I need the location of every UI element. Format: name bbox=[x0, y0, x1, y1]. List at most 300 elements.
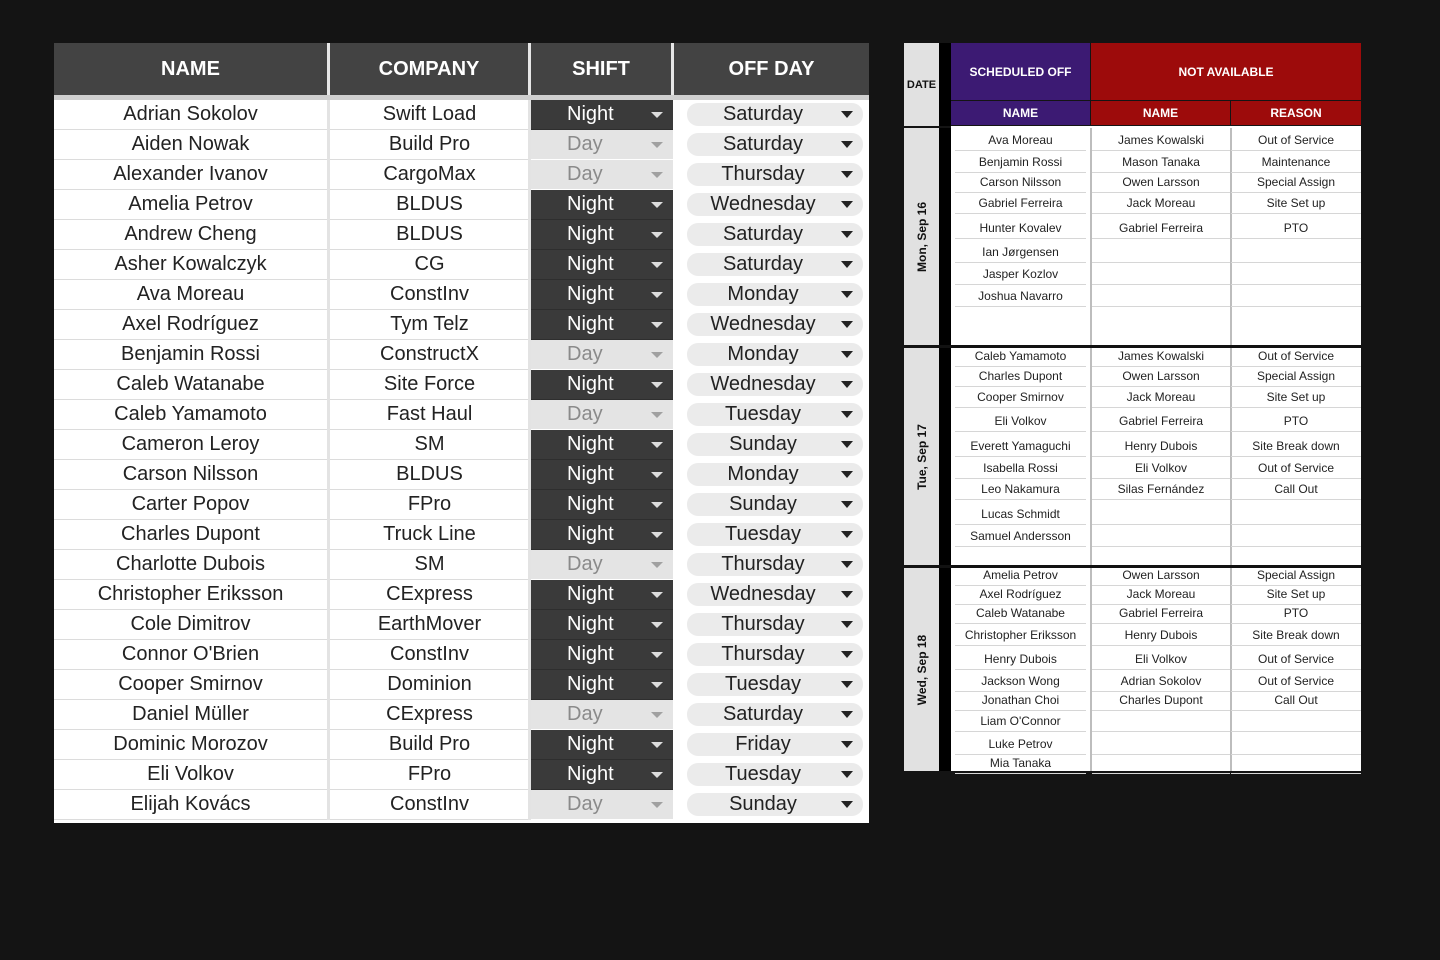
chevron-down-icon bbox=[841, 141, 853, 148]
chevron-down-icon bbox=[651, 292, 663, 298]
not-available-reason: Special Assign bbox=[1256, 369, 1336, 383]
not-available-reason: Maintenance bbox=[1261, 155, 1331, 169]
shift-dropdown[interactable] bbox=[531, 400, 673, 430]
scheduled-off-name: Luke Petrov bbox=[988, 737, 1053, 751]
off-day-value: Thursday bbox=[721, 613, 805, 635]
scheduled-off-column bbox=[951, 568, 1090, 771]
shift-value: Night bbox=[567, 223, 614, 245]
chevron-down-icon bbox=[841, 201, 853, 208]
not-available-reason: Special Assign bbox=[1256, 175, 1336, 189]
not-available-name: Jack Moreau bbox=[1126, 587, 1196, 601]
employee-name: Charles Dupont bbox=[54, 520, 327, 550]
date-header: DATE bbox=[904, 43, 939, 126]
shift-value: Night bbox=[567, 613, 614, 635]
employee-name: Daniel Müller bbox=[54, 700, 327, 730]
day-block bbox=[904, 568, 1361, 771]
not-available-reason: PTO bbox=[1283, 414, 1309, 428]
scheduled-off-name: Hunter Kovalev bbox=[979, 221, 1062, 235]
chevron-down-icon bbox=[651, 322, 663, 328]
employee-name: Caleb Yamamoto bbox=[54, 400, 327, 430]
off-day-value: Saturday bbox=[722, 133, 804, 155]
off-day-dropdown[interactable] bbox=[687, 193, 863, 216]
chevron-down-icon bbox=[841, 171, 853, 178]
not-available-name-column bbox=[1092, 128, 1230, 345]
company-name: SM bbox=[330, 430, 529, 460]
shift-dropdown[interactable] bbox=[531, 130, 673, 160]
off-day-value: Friday bbox=[735, 733, 791, 755]
off-day-dropdown[interactable] bbox=[687, 313, 863, 336]
off-day-value: Saturday bbox=[722, 253, 804, 275]
shift-dropdown[interactable] bbox=[531, 670, 673, 700]
scheduled-off-column bbox=[951, 348, 1090, 565]
chevron-down-icon bbox=[651, 562, 663, 568]
not-available-name: Silas Fernández bbox=[1117, 482, 1205, 496]
off-day-dropdown[interactable] bbox=[687, 163, 863, 186]
chevron-down-icon bbox=[841, 231, 853, 238]
off-day-value: Monday bbox=[727, 463, 799, 485]
scheduled-off-name: Christopher Eriksson bbox=[964, 628, 1077, 642]
off-day-dropdown[interactable] bbox=[687, 493, 863, 516]
not-available-name: James Kowalski bbox=[1117, 133, 1205, 147]
not-available-name: Mason Tanaka bbox=[1122, 155, 1200, 169]
chevron-down-icon bbox=[651, 532, 663, 538]
shift-dropdown[interactable] bbox=[531, 550, 673, 580]
chevron-down-icon bbox=[841, 531, 853, 538]
chevron-down-icon bbox=[651, 202, 663, 208]
not-available-reason: Site Set up bbox=[1266, 196, 1326, 210]
chevron-down-icon bbox=[841, 711, 853, 718]
off-day-value: Sunday bbox=[729, 433, 797, 455]
shift-dropdown[interactable] bbox=[531, 340, 673, 370]
header-off-day[interactable]: OFF DAY bbox=[674, 43, 869, 95]
scheduled-off-name-header: NAME bbox=[951, 101, 1090, 125]
chevron-down-icon bbox=[651, 382, 663, 388]
not-available-name-header: NAME bbox=[1091, 101, 1230, 125]
off-day-value: Sunday bbox=[729, 793, 797, 815]
table-row bbox=[54, 640, 869, 670]
company-name: Tym Telz bbox=[330, 310, 529, 340]
chevron-down-icon bbox=[651, 652, 663, 658]
chevron-down-icon bbox=[651, 142, 663, 148]
shift-value: Night bbox=[567, 523, 614, 545]
shift-dropdown[interactable] bbox=[531, 310, 673, 340]
not-available-name: Owen Larsson bbox=[1122, 175, 1200, 189]
scheduled-off-name: Axel Rodríguez bbox=[979, 587, 1062, 601]
off-day-value: Saturday bbox=[722, 223, 804, 245]
shift-dropdown[interactable] bbox=[531, 520, 673, 550]
shift-value: Day bbox=[567, 133, 603, 155]
day-date-label bbox=[904, 568, 939, 771]
off-day-dropdown[interactable] bbox=[687, 613, 863, 636]
chevron-down-icon bbox=[841, 741, 853, 748]
shift-dropdown[interactable] bbox=[531, 490, 673, 520]
chevron-down-icon bbox=[651, 262, 663, 268]
table-row bbox=[54, 760, 869, 790]
chevron-down-icon bbox=[841, 561, 853, 568]
employee-name: Aiden Nowak bbox=[54, 130, 327, 160]
off-day-value: Sunday bbox=[729, 493, 797, 515]
not-available-name: Owen Larsson bbox=[1122, 369, 1200, 383]
off-day-value: Monday bbox=[727, 343, 799, 365]
not-available-reason-header: REASON bbox=[1231, 101, 1361, 125]
off-day-dropdown[interactable] bbox=[687, 793, 863, 816]
shift-value: Night bbox=[567, 673, 614, 695]
header-shift[interactable]: SHIFT bbox=[531, 43, 671, 95]
chevron-down-icon bbox=[841, 501, 853, 508]
off-day-dropdown[interactable] bbox=[687, 643, 863, 666]
chevron-down-icon bbox=[651, 802, 663, 808]
company-name: BLDUS bbox=[330, 190, 529, 220]
off-day-dropdown[interactable] bbox=[687, 763, 863, 786]
scheduled-off-name: Leo Nakamura bbox=[981, 482, 1060, 496]
shift-value: Night bbox=[567, 733, 614, 755]
chevron-down-icon bbox=[841, 771, 853, 778]
shift-value: Night bbox=[567, 763, 614, 785]
table-row bbox=[54, 160, 869, 190]
table-row bbox=[54, 700, 869, 730]
company-name: ConstructX bbox=[330, 340, 529, 370]
off-day-dropdown[interactable] bbox=[687, 463, 863, 486]
employee-name: Caleb Watanabe bbox=[54, 370, 327, 400]
chevron-down-icon bbox=[841, 261, 853, 268]
off-day-value: Thursday bbox=[721, 643, 805, 665]
not-available-reason: Out of Service bbox=[1257, 133, 1335, 147]
not-available-reason: PTO bbox=[1283, 221, 1309, 235]
table-row bbox=[54, 610, 869, 640]
not-available-name: Henry Dubois bbox=[1124, 439, 1198, 453]
table-row bbox=[54, 670, 869, 700]
chevron-down-icon bbox=[651, 352, 663, 358]
not-available-name: Eli Volkov bbox=[1134, 652, 1188, 666]
off-day-dropdown[interactable] bbox=[687, 703, 863, 726]
off-day-dropdown[interactable] bbox=[687, 223, 863, 246]
day-date-label bbox=[904, 348, 939, 565]
chevron-down-icon bbox=[841, 801, 853, 808]
table-row bbox=[54, 100, 869, 130]
not-available-reason: Site Set up bbox=[1266, 587, 1326, 601]
off-day-dropdown[interactable] bbox=[687, 583, 863, 606]
off-day-value: Thursday bbox=[721, 553, 805, 575]
company-name: BLDUS bbox=[330, 460, 529, 490]
chevron-down-icon bbox=[651, 772, 663, 778]
employee-name: Benjamin Rossi bbox=[54, 340, 327, 370]
employee-name: Adrian Sokolov bbox=[54, 100, 327, 130]
off-day-value: Wednesday bbox=[710, 193, 816, 215]
not-available-header: NOT AVAILABLE bbox=[1091, 43, 1361, 100]
shift-value: Night bbox=[567, 493, 614, 515]
not-available-reason: Site Break down bbox=[1252, 439, 1340, 453]
shift-dropdown[interactable] bbox=[531, 730, 673, 760]
company-name: Swift Load bbox=[330, 100, 529, 130]
off-day-value: Saturday bbox=[722, 103, 804, 125]
employee-name: Connor O'Brien bbox=[54, 640, 327, 670]
chevron-down-icon bbox=[841, 591, 853, 598]
employee-name: Cole Dimitrov bbox=[54, 610, 327, 640]
chevron-down-icon bbox=[651, 412, 663, 418]
off-day-value: Monday bbox=[727, 283, 799, 305]
table-row bbox=[54, 370, 869, 400]
table-row bbox=[54, 490, 869, 520]
off-day-dropdown[interactable] bbox=[687, 103, 863, 126]
not-available-name: Gabriel Ferreira bbox=[1118, 221, 1204, 235]
date-text: Wed, Sep 18 bbox=[914, 634, 929, 705]
scheduled-off-name: Amelia Petrov bbox=[983, 568, 1058, 582]
scheduled-off-name: Caleb Watanabe bbox=[976, 606, 1065, 620]
off-day-dropdown[interactable] bbox=[687, 673, 863, 696]
table-row bbox=[54, 730, 869, 760]
company-name: ConstInv bbox=[330, 640, 529, 670]
off-day-dropdown[interactable] bbox=[687, 523, 863, 546]
company-name: Dominion bbox=[330, 670, 529, 700]
chevron-down-icon bbox=[651, 472, 663, 478]
shift-value: Night bbox=[567, 283, 614, 305]
off-day-dropdown[interactable] bbox=[687, 253, 863, 276]
chevron-down-icon bbox=[651, 172, 663, 178]
company-name: CargoMax bbox=[330, 160, 529, 190]
not-available-reason: Call Out bbox=[1274, 482, 1318, 496]
scheduled-off-header: SCHEDULED OFF bbox=[951, 43, 1090, 100]
chevron-down-icon bbox=[841, 411, 853, 418]
employee-name: Asher Kowalczyk bbox=[54, 250, 327, 280]
off-day-dropdown[interactable] bbox=[687, 133, 863, 156]
chevron-down-icon bbox=[651, 592, 663, 598]
scheduled-off-name: Mia Tanaka bbox=[989, 756, 1052, 770]
company-name: CG bbox=[330, 250, 529, 280]
shift-dropdown[interactable] bbox=[531, 190, 673, 220]
shift-dropdown[interactable] bbox=[531, 370, 673, 400]
shift-dropdown[interactable] bbox=[531, 580, 673, 610]
header-name[interactable]: NAME bbox=[54, 43, 327, 95]
off-day-dropdown[interactable] bbox=[687, 733, 863, 756]
employee-name: Elijah Kovács bbox=[54, 790, 327, 820]
shift-value: Night bbox=[567, 583, 614, 605]
scheduled-off-name: Everett Yamaguchi bbox=[970, 439, 1071, 453]
off-day-value: Tuesday bbox=[725, 673, 801, 695]
table-row bbox=[54, 130, 869, 160]
table-row bbox=[54, 790, 869, 820]
shift-dropdown[interactable] bbox=[531, 430, 673, 460]
scheduled-off-name: Jasper Kozlov bbox=[982, 267, 1059, 281]
not-available-reason: PTO bbox=[1283, 606, 1309, 620]
table-row bbox=[54, 310, 869, 340]
chevron-down-icon bbox=[651, 622, 663, 628]
day-block bbox=[904, 348, 1361, 565]
roster-table bbox=[54, 43, 869, 823]
company-name: Build Pro bbox=[330, 130, 529, 160]
shift-dropdown[interactable] bbox=[531, 790, 673, 820]
shift-value: Night bbox=[567, 643, 614, 665]
scheduled-off-name: Ava Moreau bbox=[988, 133, 1053, 147]
day-block bbox=[904, 128, 1361, 345]
table-row bbox=[54, 280, 869, 310]
chevron-down-icon bbox=[651, 742, 663, 748]
not-available-name: Gabriel Ferreira bbox=[1118, 414, 1204, 428]
off-day-value: Thursday bbox=[721, 163, 805, 185]
company-name: FPro bbox=[330, 760, 529, 790]
day-date-label bbox=[904, 128, 939, 345]
off-day-dropdown[interactable] bbox=[687, 343, 863, 366]
not-available-reason: Call Out bbox=[1274, 693, 1318, 707]
scheduled-off-name: Jackson Wong bbox=[981, 674, 1060, 688]
company-name: CExpress bbox=[330, 580, 529, 610]
not-available-reason-column bbox=[1231, 568, 1361, 771]
shift-value: Night bbox=[567, 313, 614, 335]
company-name: Site Force bbox=[330, 370, 529, 400]
employee-name: Amelia Petrov bbox=[54, 190, 327, 220]
table-row bbox=[54, 340, 869, 370]
off-day-dropdown[interactable] bbox=[687, 373, 863, 396]
employee-name: Andrew Cheng bbox=[54, 220, 327, 250]
date-text: Mon, Sep 16 bbox=[914, 201, 929, 272]
header-company[interactable]: COMPANY bbox=[330, 43, 528, 95]
shift-value: Day bbox=[567, 403, 603, 425]
not-available-reason: Out of Service bbox=[1257, 652, 1335, 666]
shift-value: Day bbox=[567, 343, 603, 365]
scheduled-off-name: Liam O'Connor bbox=[980, 714, 1061, 728]
company-name: Truck Line bbox=[330, 520, 529, 550]
table-row bbox=[54, 520, 869, 550]
table-row bbox=[54, 460, 869, 490]
chevron-down-icon bbox=[841, 291, 853, 298]
shift-value: Night bbox=[567, 463, 614, 485]
off-day-dropdown[interactable] bbox=[687, 553, 863, 576]
shift-dropdown[interactable] bbox=[531, 250, 673, 280]
not-available-name: Henry Dubois bbox=[1124, 628, 1198, 642]
chevron-down-icon bbox=[841, 441, 853, 448]
not-available-reason-column bbox=[1231, 348, 1361, 565]
not-available-name: James Kowalski bbox=[1117, 349, 1205, 363]
company-name: ConstInv bbox=[330, 280, 529, 310]
not-available-reason: Site Break down bbox=[1252, 628, 1340, 642]
off-day-dropdown[interactable] bbox=[687, 433, 863, 456]
shift-dropdown[interactable] bbox=[531, 610, 673, 640]
chevron-down-icon bbox=[651, 112, 663, 118]
company-name: Build Pro bbox=[330, 730, 529, 760]
scheduled-off-name: Cooper Smirnov bbox=[977, 390, 1064, 404]
not-available-reason: Out of Service bbox=[1257, 674, 1335, 688]
off-day-value: Tuesday bbox=[725, 523, 801, 545]
not-available-reason-column bbox=[1231, 128, 1361, 345]
scheduled-off-name: Jonathan Choi bbox=[981, 693, 1060, 707]
chevron-down-icon bbox=[841, 381, 853, 388]
table-row bbox=[54, 220, 869, 250]
schedule-table bbox=[904, 43, 1361, 771]
off-day-value: Wednesday bbox=[710, 313, 816, 335]
shift-dropdown[interactable] bbox=[531, 220, 673, 250]
shift-value: Night bbox=[567, 193, 614, 215]
chevron-down-icon bbox=[651, 232, 663, 238]
off-day-value: Wednesday bbox=[710, 373, 816, 395]
chevron-down-icon bbox=[841, 321, 853, 328]
chevron-down-icon bbox=[841, 681, 853, 688]
company-name: SM bbox=[330, 550, 529, 580]
scheduled-off-name: Samuel Andersson bbox=[970, 529, 1071, 543]
employee-name: Cooper Smirnov bbox=[54, 670, 327, 700]
chevron-down-icon bbox=[841, 471, 853, 478]
off-day-dropdown[interactable] bbox=[687, 403, 863, 426]
employee-name: Ava Moreau bbox=[54, 280, 327, 310]
off-day-dropdown[interactable] bbox=[687, 283, 863, 306]
scheduled-off-name: Henry Dubois bbox=[984, 652, 1057, 666]
employee-name: Carter Popov bbox=[54, 490, 327, 520]
shift-value: Night bbox=[567, 103, 614, 125]
not-available-name: Owen Larsson bbox=[1122, 568, 1200, 582]
scheduled-off-name: Isabella Rossi bbox=[983, 461, 1058, 475]
date-text: Tue, Sep 17 bbox=[914, 423, 929, 490]
table-row bbox=[54, 400, 869, 430]
company-name: ConstInv bbox=[330, 790, 529, 820]
not-available-name: Charles Dupont bbox=[1119, 693, 1203, 707]
chevron-down-icon bbox=[841, 621, 853, 628]
not-available-name: Gabriel Ferreira bbox=[1118, 606, 1204, 620]
shift-dropdown[interactable] bbox=[531, 640, 673, 670]
not-available-reason: Special Assign bbox=[1256, 568, 1336, 582]
chevron-down-icon bbox=[651, 682, 663, 688]
not-available-name: Jack Moreau bbox=[1126, 196, 1196, 210]
table-row bbox=[54, 550, 869, 580]
chevron-down-icon bbox=[651, 442, 663, 448]
table-row bbox=[54, 430, 869, 460]
scheduled-off-name: Benjamin Rossi bbox=[978, 155, 1063, 169]
shift-value: Day bbox=[567, 163, 603, 185]
company-name: BLDUS bbox=[330, 220, 529, 250]
not-available-name-column bbox=[1092, 568, 1230, 771]
shift-dropdown[interactable] bbox=[531, 700, 673, 730]
table-row bbox=[54, 580, 869, 610]
not-available-reason: Out of Service bbox=[1257, 349, 1335, 363]
company-name: EarthMover bbox=[330, 610, 529, 640]
shift-value: Night bbox=[567, 373, 614, 395]
employee-name: Eli Volkov bbox=[54, 760, 327, 790]
company-name: FPro bbox=[330, 490, 529, 520]
not-available-name-column bbox=[1092, 348, 1230, 565]
scheduled-off-name: Ian Jørgensen bbox=[982, 245, 1059, 259]
scheduled-off-name: Charles Dupont bbox=[978, 369, 1063, 383]
shift-value: Day bbox=[567, 793, 603, 815]
not-available-name: Adrian Sokolov bbox=[1120, 674, 1202, 688]
employee-name: Charlotte Dubois bbox=[54, 550, 327, 580]
shift-value: Night bbox=[567, 433, 614, 455]
scheduled-off-name: Joshua Navarro bbox=[978, 289, 1063, 303]
not-available-name: Jack Moreau bbox=[1126, 390, 1196, 404]
employee-name: Axel Rodríguez bbox=[54, 310, 327, 340]
scheduled-off-column bbox=[951, 128, 1090, 345]
shift-value: Day bbox=[567, 703, 603, 725]
shift-value: Night bbox=[567, 253, 614, 275]
shift-dropdown[interactable] bbox=[531, 760, 673, 790]
not-available-reason: Site Set up bbox=[1266, 390, 1326, 404]
shift-dropdown[interactable] bbox=[531, 160, 673, 190]
chevron-down-icon bbox=[841, 351, 853, 358]
scheduled-off-name: Gabriel Ferreira bbox=[978, 196, 1063, 210]
company-name: Fast Haul bbox=[330, 400, 529, 430]
employee-name: Dominic Morozov bbox=[54, 730, 327, 760]
scheduled-off-name: Eli Volkov bbox=[994, 414, 1047, 428]
shift-value: Day bbox=[567, 553, 603, 575]
shift-dropdown[interactable] bbox=[531, 460, 673, 490]
shift-dropdown[interactable] bbox=[531, 100, 673, 130]
employee-name: Christopher Eriksson bbox=[54, 580, 327, 610]
shift-dropdown[interactable] bbox=[531, 280, 673, 310]
employee-name: Carson Nilsson bbox=[54, 460, 327, 490]
employee-name: Alexander Ivanov bbox=[54, 160, 327, 190]
scheduled-off-name: Lucas Schmidt bbox=[981, 507, 1060, 521]
company-name: CExpress bbox=[330, 700, 529, 730]
table-row bbox=[54, 250, 869, 280]
off-day-value: Wednesday bbox=[710, 583, 816, 605]
off-day-value: Tuesday bbox=[725, 403, 801, 425]
scheduled-off-name: Carson Nilsson bbox=[979, 175, 1062, 189]
